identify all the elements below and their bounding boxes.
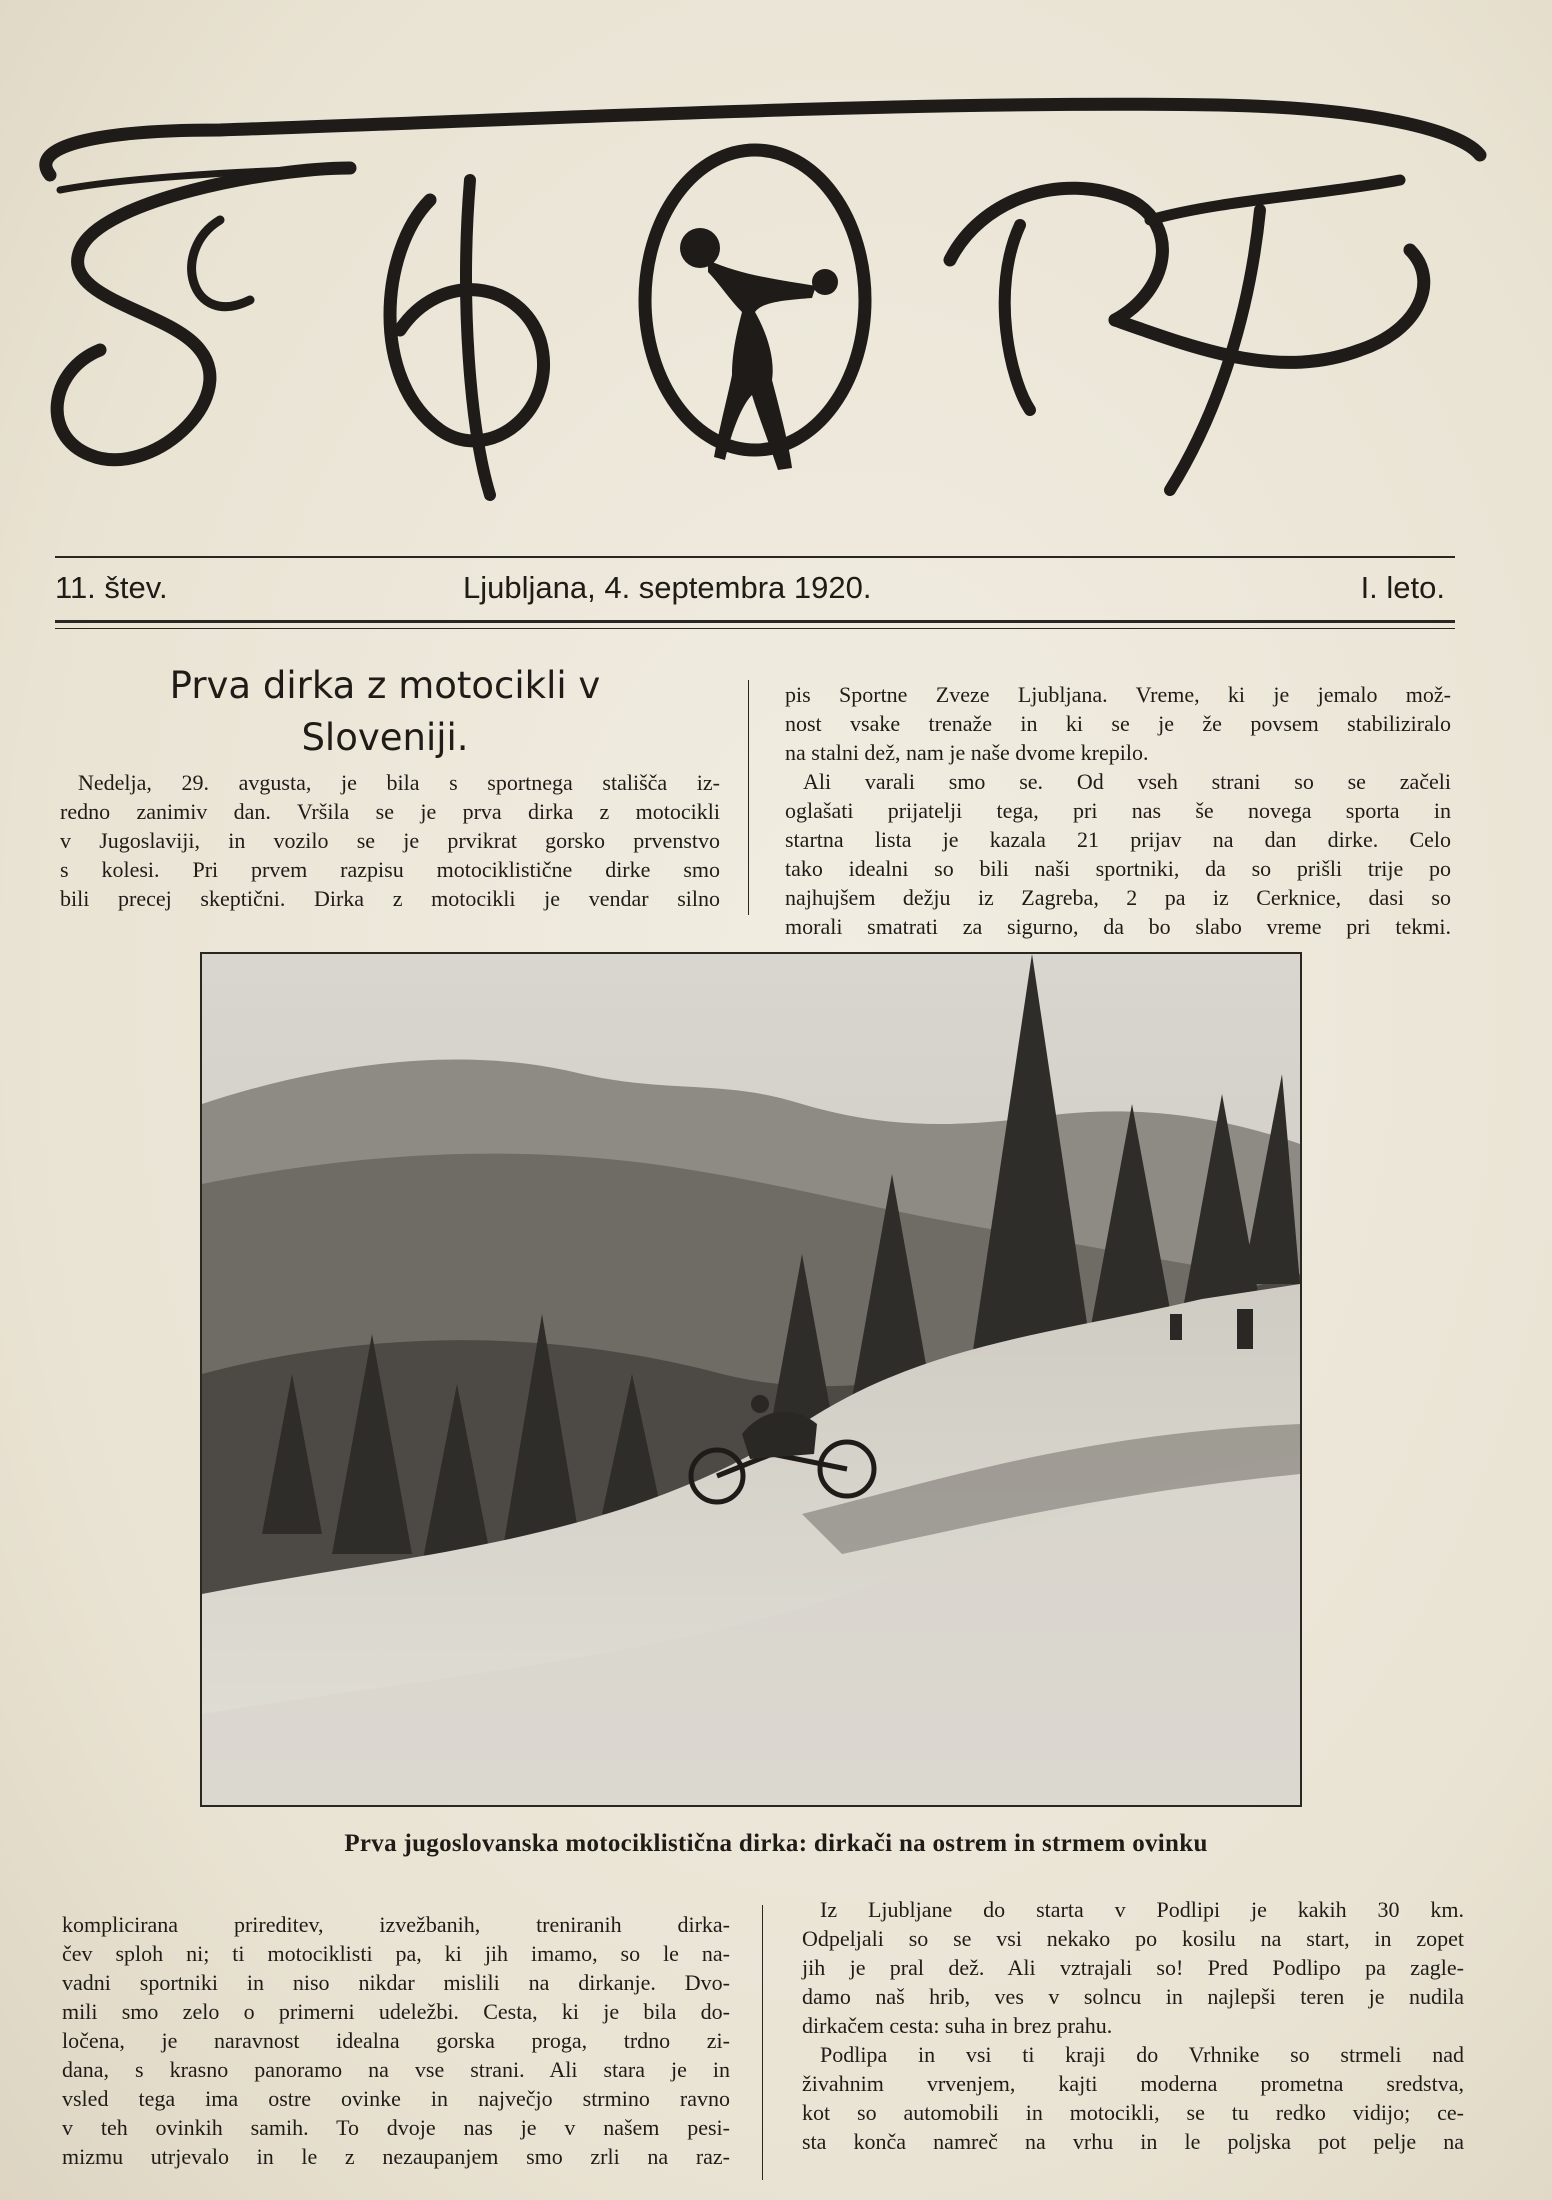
- issue-volume: I. leto.: [1360, 570, 1445, 605]
- column-1-top: [60, 768, 720, 913]
- text-line: Iz Ljubljane do starta v Podlipi je kakih 30 km.: [820, 1897, 1464, 1922]
- text-line: živahnim vrvenjem, kajti moderna prometna sredstva,: [802, 2071, 1464, 2096]
- text-line: najhujšem dežju iz Zagreba, 2 pa iz Cerknice, dasi so: [785, 885, 1451, 910]
- text-line: nost vsake trenaže in ki se je že povsem stabiliziralo: [785, 711, 1451, 736]
- text-line: oglašati prijatelji tega, pri nas še novega sporta in: [785, 798, 1451, 823]
- text-line: bili precej skeptični. Dirka z motocikli je vendar silno: [60, 886, 720, 911]
- column-1-bottom: [62, 1910, 730, 2171]
- text-line: redno zanimiv dan. Vršila se je prva dirka z motocikli: [60, 799, 720, 824]
- text-line: Nedelja, 29. avgusta, je bila s sportnega stališča iz-: [78, 770, 720, 795]
- masthead-logo: [20, 50, 1500, 510]
- text-line: jih je pral dež. Ali vztrajali so! Pred Podlipo pa zagle-: [802, 1955, 1464, 1980]
- masthead-logo-text: SPORT: [756, 499, 764, 501]
- text-line: tako idealni so bili naši sportniki, da so prišli trije po: [785, 856, 1451, 881]
- text-line: v teh ovinkih samih. To dvoje nas je v našem pesi-: [62, 2115, 730, 2140]
- text-line: komplicirana prireditev, izvežbanih, treniranih dirka-: [62, 1912, 730, 1937]
- text-line: v Jugoslaviji, in vozilo se je prvikrat gorsko prvenstvo: [60, 828, 720, 853]
- column-divider-bottom: [762, 1905, 763, 2180]
- rule-under-issue: [55, 620, 1455, 623]
- rule-top: [55, 556, 1455, 558]
- article-title-line1: Prva dirka z motocikli v: [169, 664, 601, 707]
- text-line: kot so automobili in motocikli, se tu redko vidijo; ce-: [802, 2100, 1464, 2125]
- text-line: mizmu utrjevalo in le z nezaupanjem smo zrli na raz-: [62, 2144, 730, 2169]
- text-line: mili smo zelo o primerni udeležbi. Cesta, ki je bila do-: [62, 1999, 730, 2024]
- text-line: vadni sportniki in niso nikdar mislili na dirkanje. Dvo-: [62, 1970, 730, 1995]
- race-photo: [200, 952, 1302, 1807]
- text-line: s kolesi. Pri prvem razpisu motociklistične dirke smo: [60, 857, 720, 882]
- issue-line: [55, 570, 1445, 610]
- column-2-bottom: [802, 1895, 1464, 2156]
- text-line: Odpeljali so se vsi nekako po kosilu na start, in zopet: [802, 1926, 1464, 1951]
- rule-under-issue-thin: [55, 628, 1455, 629]
- column-divider-top: [748, 680, 749, 915]
- text-line: čev sploh ni; ti motociklisti pa, ki jih imamo, so le na-: [62, 1941, 730, 1966]
- text-line: Podlipa in vsi ti kraji do Vrhnike so strmeli nad: [820, 2042, 1464, 2067]
- text-line: ločena, je naravnost idealna gorska proga, trdno zi-: [62, 2028, 730, 2053]
- text-line: dana, s krasno panoramo na vse strani. Ali stara je in: [62, 2057, 730, 2082]
- article-title-line2: Sloveniji.: [301, 716, 469, 759]
- article-title: [60, 660, 710, 764]
- text-line: na stalni dež, nam je naše dvome krepilo.: [785, 740, 1149, 765]
- issue-number: 11. štev.: [55, 570, 168, 605]
- text-line: startna lista je kazala 21 prijav na dan dirke. Celo: [785, 827, 1451, 852]
- photo-caption: Prva jugoslovanska motociklistična dirka: dirkači na ostrem in strmem ovinku: [344, 1830, 1208, 1857]
- column-2-top: [785, 680, 1451, 941]
- text-line: sta konča namreč na vrhu in le poljska pot pelje na: [802, 2129, 1464, 2154]
- text-line: damo naš hrib, ves v solncu in najlepši teren je nudila: [802, 1984, 1464, 2009]
- text-line: vsled tega ima ostre ovinke in največjo strmino ravno: [62, 2086, 730, 2111]
- text-line: pis Sportne Zveze Ljubljana. Vreme, ki je jemalo mož-: [785, 682, 1451, 707]
- text-line: dirkačem cesta: suha in brez prahu.: [802, 2013, 1113, 2038]
- issue-place-date: Ljubljana, 4. septembra 1920.: [463, 570, 872, 605]
- text-line: morali smatrati za sigurno, da bo slabo vreme pri tekmi.: [785, 914, 1451, 939]
- text-line: Ali varali smo se. Od vseh strani so se začeli: [803, 769, 1451, 794]
